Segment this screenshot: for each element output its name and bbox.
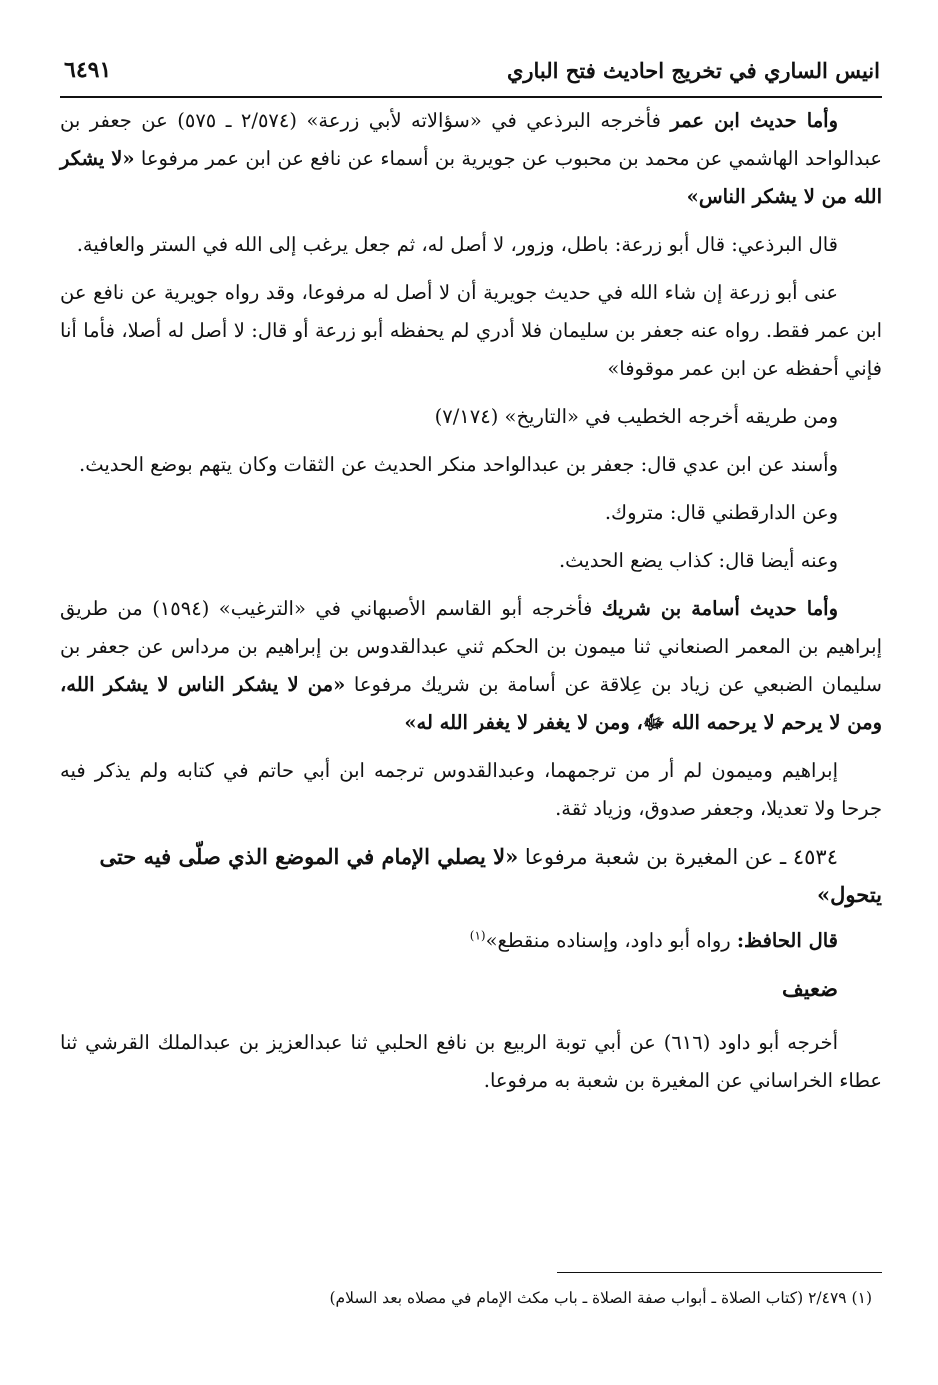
paragraph-bardhaei: قال البرذعي: قال أبو زرعة: باطل، وزور، لا أصل له، ثم جعل يرغب إلى الله في الستر والعافية. <box>76 233 838 256</box>
grade-label: ضعيف <box>781 976 838 1001</box>
paragraph-ibn-umar <box>60 102 882 216</box>
footnote-1: (١) ٢/٤٧٩ (كتاب الصلاة ـ أبواب صفة الصلاة ـ باب مكث الإمام في مصلاه بعد السلام) <box>329 1289 872 1307</box>
paragraph-daraqutni: وعن الدارقطني قال: متروك. <box>604 501 838 524</box>
paragraph-text: فأخرجه أبو القاسم الأصبهاني في «الترغيب» (١٥٩٤) من طريق إبراهيم بن المعمر الصنعاني ثنا ميمون بن الحكم ثني عبدالقدوس بن إبراهيم بن مرداس عن جعفر بن سليمان الضبعي عن زياد بن عِلاقة عن أسامة بن شريك مرفوعا <box>60 597 882 696</box>
page-number: ٦٤٩١ <box>64 57 112 83</box>
paragraph-text: فأخرجه البرذعي في «سؤالاته لأبي زرعة» (٢/٥٧٤ ـ ٥٧٥) عن جعفر بن عبدالواحد الهاشمي عن محمد بن محبوب عن جويرية بن أسماء عن نافع عن ابن عمر مرفوعا <box>60 109 883 170</box>
header-rule <box>60 96 882 98</box>
hadith-number: ٤٥٣٤ ـ عن المغيرة بن شعبة مرفوعا <box>518 845 838 869</box>
footnote-rule <box>557 1272 882 1273</box>
bold-lead: وأما حديث أسامة بن شريك <box>601 597 839 620</box>
document-page <box>60 40 882 1360</box>
paragraph-ibn-adi: وأسند عن ابن عدي قال: جعفر بن عبدالواحد منكر الحديث عن الثقات وكان يتهم بوضع الحديث. <box>79 453 838 476</box>
paragraph-kadhab: وعنه أيضا قال: كذاب يضع الحديث. <box>558 549 838 572</box>
paragraph-abu-zura: عنى أبو زرعة إن شاء الله في حديث جويرية أن لا أصل له مرفوعا، وقد رواه جويرية عن نافع عن ابن عمر فقط. رواه عنه جعفر بن سليمان فلا أدري لم يحفظه أبو زرعة أو قال: لا أصل له أصلا، فأما أنا فإني أحفظه عن ابن عمر موقوفا» <box>60 281 882 380</box>
hadith-quote: «من لا يشكر الناس لا يشكر الله، ومن لا يرحم لا يرحمه الله ﷻ، ومن لا يغفر لا يغفر الله له» <box>60 673 882 734</box>
footnote-marker[interactable]: (١) <box>469 928 486 943</box>
bold-lead: وأما حديث ابن عمر <box>670 109 838 132</box>
hadith-quote: «لا يشكر الله من لا يشكر الناس» <box>60 147 882 208</box>
hadith-text: «لا يصلي الإمام في الموضع الذي صلّى فيه حتى يتحول» <box>99 844 882 907</box>
paragraph-narrators: إبراهيم وميمون لم أر من ترجمهما، وعبدالقدوس ترجمه ابن أبي حاتم في كتابه ولم يذكر فيه جرحا ولا تعديلا، وجعفر صدوق، وزياد ثقة. <box>60 759 882 820</box>
hadith-4534 <box>60 838 882 914</box>
hafiz-label: قال الحافظ: <box>736 929 838 952</box>
hafiz-statement <box>60 922 882 960</box>
book-title: انيس الساري في تخريج احاديث فتح الباري <box>506 57 880 83</box>
running-header <box>60 48 882 92</box>
paragraph-abu-dawud: أخرجه أبو داود (٦١٦) عن أبي توبة الربيع بن نافع الحلبي ثنا عبدالعزيز بن عبدالملك القرشي ثنا عطاء الخراساني عن المغيرة بن شعبة به مرفوعا. <box>60 1031 882 1092</box>
main-text <box>60 102 882 1110</box>
paragraph-khatib: ومن طريقه أخرجه الخطيب في «التاريخ» (٧/١٧٤) <box>434 405 838 428</box>
hafiz-text: رواه أبو داود، وإسناده منقطع» <box>485 929 737 952</box>
paragraph-usama <box>60 590 882 742</box>
